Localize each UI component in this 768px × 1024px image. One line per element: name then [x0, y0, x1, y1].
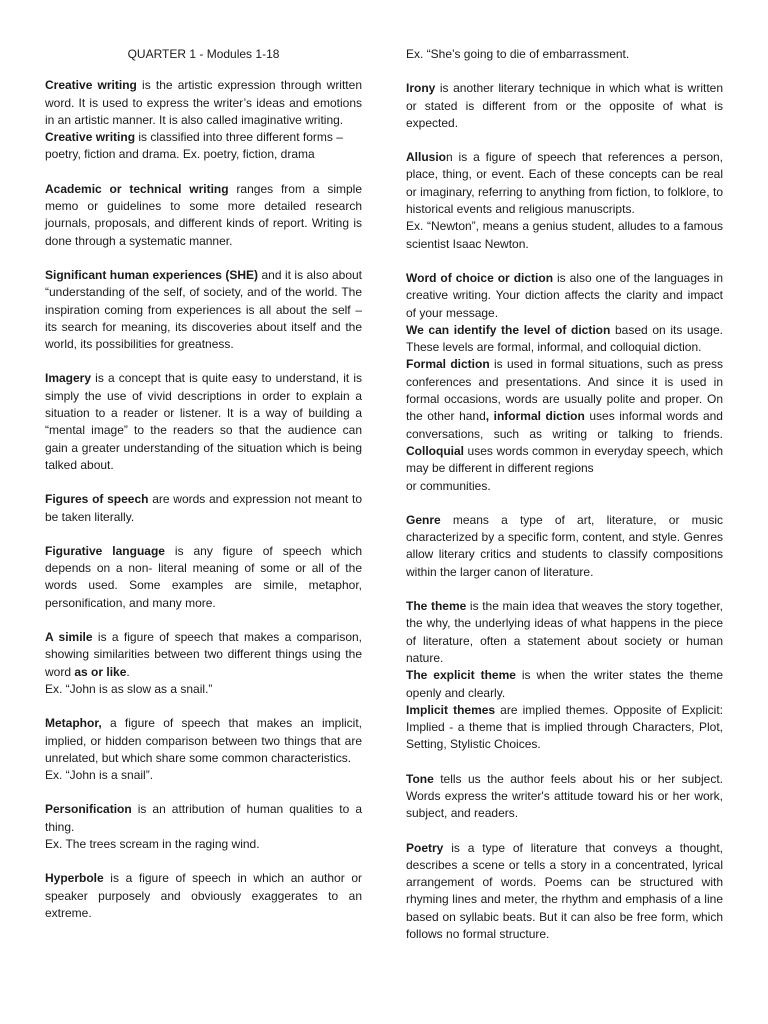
diction-levels: We can identify the level of diction based on its usage. These levels are formal, informal, and colloquial diction.	[406, 322, 723, 355]
term: Poetry	[406, 840, 444, 855]
term: A simile	[45, 630, 93, 645]
creative-writing-forms: Creative writing is classified into three different forms – poetry, fiction and drama. Ex. poetry, fiction, drama	[45, 130, 343, 162]
genre-definition: Genre means a type of art, literature, or music characterized by a specific form, content, and style. Genres allow literary critics and students to classify compositions within the larger canon of literature.	[406, 512, 723, 579]
term: The explicit theme	[406, 668, 516, 683]
term: Formal diction	[406, 357, 490, 372]
term: We can identify the level of diction	[406, 322, 611, 337]
metaphor-definition: Metaphor, a figure of speech that makes an implicit, implied, or hidden comparison between two things that are unrelated, but which share some common characteristics.	[45, 716, 362, 765]
hyperbole-definition: Hyperbole is a figure of speech in which an author or speaker purposely and obviously exaggerates to an extreme.	[45, 871, 362, 920]
tone-definition: Tone tells us the author feels about his or her subject. Words express the writer's attitude toward his or her work, subject, and readers.	[406, 771, 723, 821]
creative-writing-definition: Creative writing is the artistic expression through written word. It is used to express the writer’s ideas and emotions in an artistic manner. It is also called imaginative writing.	[45, 78, 362, 127]
explicit-theme-definition: The explicit theme is when the writer states the theme openly and clearly.	[406, 668, 723, 700]
term: Metaphor,	[45, 716, 102, 731]
figures-of-speech-definition: Figures of speech are words and expression not meant to be taken literally.	[45, 492, 362, 524]
term: Hyperbole	[45, 871, 104, 886]
poetry-definition: Poetry is a type of literature that conveys a thought, describes a scene or tells a story in a concentrated, lyrical arrangement of words. Poems can be structured with rhyming lines and meter, the rhythm and emphasis of a line based on syllabic beats. But it can also be free form, which follows no formal structure.	[406, 840, 723, 942]
term: Figures of speech	[45, 492, 149, 507]
formal-informal-diction: Formal diction is used in formal situations, such as press conferences and presentations. And since it is used in formal occasions, words are usually polite and proper. On the other hand, informal diction uses informal words and conversations, such as writing or talking to friends. Colloquial uses words common in everyday speech, which may be different in different regions	[406, 357, 724, 476]
she-definition: Significant human experiences (SHE) and it is also about “understanding of the self, of society, and of the world. The inspiration coming from experiences is all about the self – its search for meaning, its discoveries about itself and the world, its possibilities for greatness.	[45, 267, 362, 352]
term: Significant human experiences (SHE)	[45, 267, 259, 282]
term: Academic or technical writing	[45, 181, 229, 196]
term: Word of choice or diction	[406, 270, 554, 285]
figurative-language-definition: Figurative language is any figure of speech which depends on a non- literal meaning of some or all of the words used. Some examples are simile, metaphor, personification, and many more.	[45, 543, 363, 610]
right-column	[406, 46, 723, 943]
theme-definition: The theme is the main idea that weaves the story together, the why, the underlying ideas of what happens in the piece of literature, often a statement about society or human nature.	[406, 599, 723, 665]
term: Tone	[406, 771, 434, 786]
term: Imagery	[45, 371, 92, 386]
hyperbole-example: Ex. “She’s going to die of embarrassment.	[406, 47, 630, 61]
implicit-theme-definition: Implicit themes are implied themes. Opposite of Explicit: Implied - a theme that is implied through Characters, Plot, Setting, Stylistic Choices.	[406, 702, 723, 752]
diction-continuation: or communities.	[406, 478, 491, 493]
metaphor-example: Ex. “John is a snail”.	[45, 768, 154, 783]
personification-example: Ex. The trees scream in the raging wind.	[45, 836, 260, 851]
term: Implicit themes	[406, 702, 496, 717]
page-title: QUARTER 1 - Modules 1-18	[127, 47, 280, 61]
irony-definition: Irony is another literary technique in which what is written or stated is different from or the opposite of what is expected.	[406, 81, 723, 130]
academic-writing-definition: Academic or technical writing ranges from a simple memo or guidelines to some more detailed research journals, proposals, and different kinds of report. Writing is done through a systematic manner.	[45, 181, 362, 248]
term: Irony	[406, 81, 436, 96]
term: Creative writing	[45, 78, 137, 93]
diction-definition: Word of choice or diction is also one of the languages in creative writing. Your diction affects the clarity and impact of your message.	[406, 270, 723, 320]
personification-definition: Personification is an attribution of human qualities to a thing.	[45, 802, 362, 834]
term: Genre	[406, 512, 441, 527]
term: Allusio	[406, 150, 447, 165]
allusion-definition: Allusion is a figure of speech that references a person, place, thing, or event. Each of these concepts can be real or imaginary, referring to anything from fiction, to folklore, to historical events and religious manuscripts.	[406, 150, 723, 217]
simile-example: Ex. “John is as slow as a snail.”	[45, 681, 213, 696]
term: Figurative language	[45, 543, 165, 558]
term: Personification	[45, 802, 132, 817]
term: Creative writing	[45, 130, 136, 145]
left-column	[45, 46, 362, 922]
term: The theme	[406, 599, 467, 614]
imagery-definition: Imagery is a concept that is quite easy to understand, it is simply the use of vivid descriptions in order to explain a situation to a reader or listener. It is a way of building a “mental image” to the readers so that the audience can gain a greater understanding of the situation which is being talked about.	[45, 371, 362, 472]
simile-definition: A simile is a figure of speech that makes a comparison, showing similarities between two different things using the word as or like.	[45, 630, 362, 679]
allusion-example: Ex. “Newton”, means a genius student, alludes to a famous scientist Isaac Newton.	[406, 219, 723, 251]
